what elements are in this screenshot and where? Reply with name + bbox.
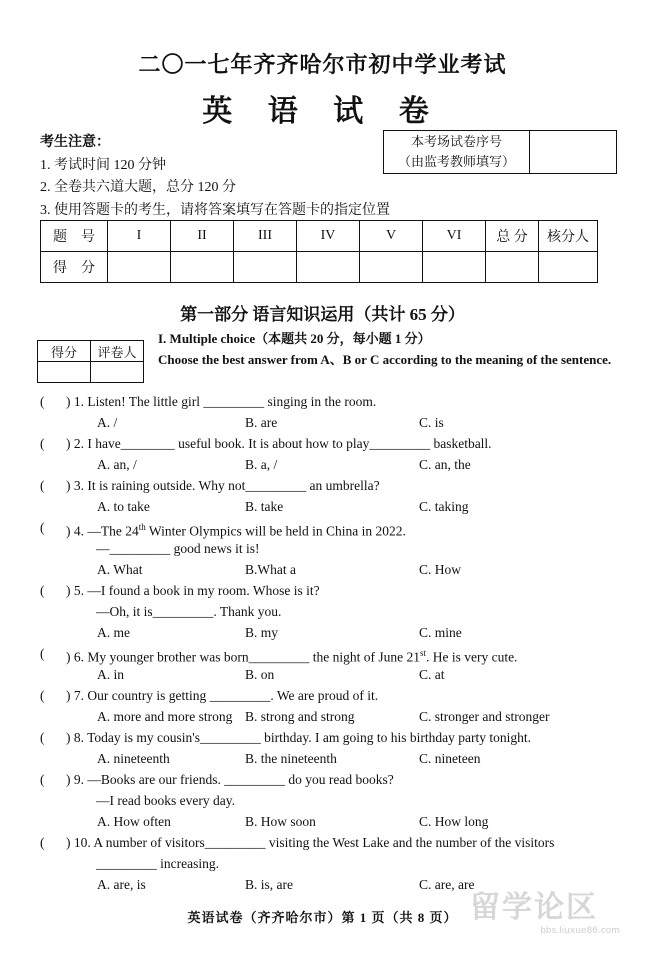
answer-bracket[interactable]: ( [40, 772, 45, 787]
option-a: A. an, / [97, 457, 137, 472]
notice-heading: 考生注意： [40, 135, 110, 150]
question-text: ) 10. A number of visitors_________ visiting the West Lake and the number of the visitors [66, 835, 555, 850]
score-header-cell: 题 号 [41, 221, 108, 252]
option-b: B. is, are [245, 877, 293, 892]
option-b: B. a, / [245, 457, 278, 472]
score-row-label: 得 分 [41, 252, 108, 283]
score-header-cell: I [108, 221, 171, 252]
section-instruction: Choose the best answer from A、B or C according to the meaning of the sentence. [158, 352, 612, 367]
section-title: I. Multiple choice（本题共 20 分，每小题 1 分） [158, 331, 431, 346]
option-a: A. are, is [97, 877, 146, 892]
option-b: B. are [245, 415, 278, 430]
score-header-cell: 核分人 [539, 221, 598, 252]
option-a: A. nineteenth [97, 751, 170, 766]
answer-bracket[interactable]: ( [40, 730, 45, 745]
exam-subtitle: 英 语 试 卷 [202, 95, 443, 128]
question-text: ) 3. It is raining outside. Why not_________ an umbrella? [66, 478, 380, 493]
serial-label-line2: （由监考教师填写） [397, 154, 515, 169]
question-text: ) 2. I have________ useful book. It is about how to play_________ basketball. [66, 436, 492, 451]
option-a: A. in [97, 667, 124, 682]
question-text: —Oh, it is_________. Thank you. [96, 604, 282, 619]
score-cell[interactable] [539, 252, 598, 283]
option-c: C. is [419, 415, 444, 430]
section-header [158, 328, 613, 370]
option-c: C. are, are [419, 877, 475, 892]
option-c: C. at [419, 667, 445, 682]
answer-bracket[interactable]: ( [40, 583, 45, 598]
score-header-cell: II [171, 221, 234, 252]
answer-bracket[interactable]: ( [40, 478, 45, 493]
score-cell[interactable] [171, 252, 234, 283]
option-b: B.What a [245, 562, 296, 577]
answer-bracket[interactable]: ( [40, 394, 45, 409]
score-header-cell: VI [423, 221, 486, 252]
option-c: C. How long [419, 814, 489, 829]
grader-name-cell[interactable] [91, 362, 144, 383]
site-watermark [470, 890, 630, 950]
question-text: _________ increasing. [96, 856, 219, 871]
option-b: B. the nineteenth [245, 751, 337, 766]
answer-bracket[interactable]: ( [40, 688, 45, 703]
option-c: C. nineteen [419, 751, 481, 766]
score-cell[interactable] [486, 252, 539, 283]
option-c: C. mine [419, 625, 462, 640]
question-text: ) 6. My younger brother was born_________ the night of June 21st. He is very cute. [66, 648, 518, 665]
option-a: A. How often [97, 814, 171, 829]
score-header-cell: IV [297, 221, 360, 252]
score-table [40, 220, 598, 283]
grader-table [37, 340, 144, 383]
score-header-cell: III [234, 221, 297, 252]
page-footer: 英语试卷（齐齐哈尔市）第 1 页（共 8 页） [187, 910, 458, 925]
question-text: —_________ good news it is! [96, 541, 260, 556]
grader-score-cell[interactable] [38, 362, 91, 383]
option-b: B. How soon [245, 814, 316, 829]
notice-block [40, 132, 390, 222]
score-cell[interactable] [234, 252, 297, 283]
score-header-cell: V [360, 221, 423, 252]
question-text: ) 7. Our country is getting _________. We are proud of it. [66, 688, 379, 703]
notice-item: 3. 使用答题卡的考生，请将答案填写在答题卡的指定位置 [40, 202, 390, 218]
score-cell[interactable] [423, 252, 486, 283]
option-c: C. an, the [419, 457, 471, 472]
answer-bracket[interactable]: ( [40, 835, 45, 850]
notice-item: 1. 考试时间 120 分钟 [40, 157, 166, 173]
option-b: B. take [245, 499, 284, 514]
serial-number-label [384, 131, 530, 173]
watermark-logo-text: 留学论区 [470, 890, 598, 925]
serial-number-box [383, 130, 617, 174]
score-header-cell: 总 分 [486, 221, 539, 252]
option-a: A. me [97, 625, 130, 640]
exam-title: 二〇一七年齐齐哈尔市初中学业考试 [138, 52, 507, 77]
option-a: A. more and more strong [97, 709, 233, 724]
score-table-score-row [41, 252, 598, 283]
score-cell[interactable] [360, 252, 423, 283]
part-one-title: 第一部分 语言知识运用（共计 65 分） [180, 305, 465, 324]
option-b: B. my [245, 625, 279, 640]
option-c: C. taking [419, 499, 469, 514]
notice-item: 2. 全卷共六道大题，总分 120 分 [40, 180, 236, 195]
score-cell[interactable] [297, 252, 360, 283]
option-a: A. / [97, 415, 118, 430]
option-b: B. on [245, 667, 275, 682]
answer-bracket[interactable]: ( [40, 436, 45, 451]
serial-label-line1: 本考场试卷序号 [410, 134, 502, 149]
score-table-header-row [41, 221, 598, 252]
option-c: C. stronger and stronger [419, 709, 550, 724]
question-text: ) 4. —The 24th Winter Olympics will be held in China in 2022. [66, 522, 406, 539]
option-a: A. to take [97, 499, 150, 514]
question-text: ) 8. Today is my cousin's_________ birthday. I am going to his birthday party tonight. [66, 730, 531, 745]
question-text: ) 5. —I found a book in my room. Whose is it? [66, 583, 320, 598]
grader-header-score: 得分 [38, 341, 91, 362]
question-text: ) 1. Listen! The little girl _________ singing in the room. [66, 394, 377, 409]
question-text: ) 9. —Books are our friends. _________ do you read books? [66, 772, 394, 787]
grader-header-grader: 评卷人 [91, 341, 144, 362]
watermark-url: bbs.liuxue86.com [540, 926, 620, 936]
option-c: C. How [419, 562, 462, 577]
score-cell[interactable] [108, 252, 171, 283]
answer-bracket[interactable]: ( [40, 646, 45, 661]
question-text: —I read books every day. [96, 793, 235, 808]
answer-bracket[interactable]: ( [40, 520, 45, 535]
option-a: A. What [97, 562, 143, 577]
serial-number-field[interactable] [530, 131, 616, 173]
option-b: B. strong and strong [245, 709, 355, 724]
